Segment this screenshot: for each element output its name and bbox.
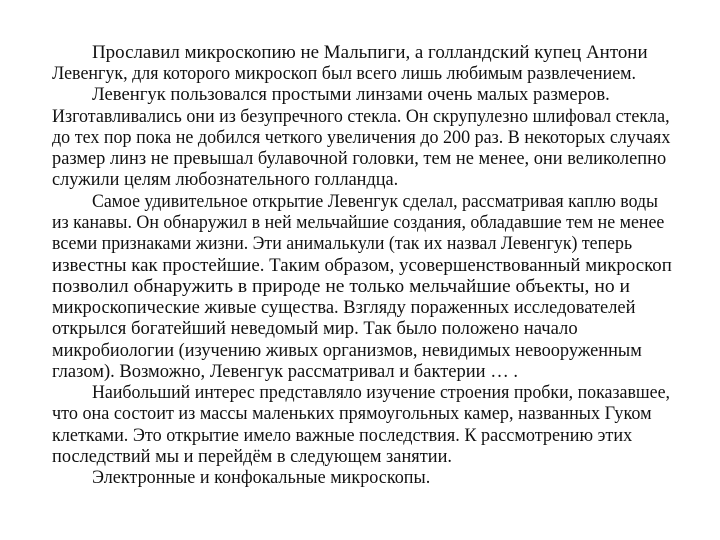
text-line-17: Наибольший интерес представляло изучение строения пробки, показавшее, (92, 382, 671, 403)
text-line-21: Электронные и конфокальные микроскопы. (92, 467, 431, 488)
text-line-3: Левенгук пользовался простыми линзами очень малых размеров. (92, 84, 610, 105)
text-line-10: всеми признаками жизни. Эти анималькули (так их назвал Левенгук) теперь (52, 233, 633, 254)
text-line-4: Изготавливались они из безупречного стекла. Он скрупулезно шлифовал стекла, (52, 106, 670, 127)
text-line-19: клетками. Это открытие имело важные последствия. К рассмотрению этих (52, 425, 633, 446)
text-line-12: позволил обнаружить в природе не только мельчайшие объекты, но и (52, 276, 630, 297)
text-line-14: открылся богатейший неведомый мир. Так было положено начало (52, 318, 578, 339)
text-line-6: размер линз не превышал булавочной головки, тем не менее, они великолепно (52, 148, 667, 169)
text-line-7: служили целям любознательного голландца. (52, 169, 399, 190)
text-line-13: микроскопические живые существа. Взгляду пораженных исследователей (52, 297, 636, 318)
text-line-11: известны как простейшие. Таким образом, усовершенствованный микроскоп (52, 255, 672, 276)
text-line-20: последствий мы и перейдём в следующем занятии. (52, 446, 452, 467)
text-line-5: до тех пор пока не добился четкого увеличения до 200 раз. В некоторых случаях (52, 127, 671, 148)
text-line-15: микробиологии (изучению живых организмов, невидимых невооруженным (52, 340, 642, 361)
text-line-16: глазом). Возможно, Левенгук рассматривал и бактерии … . (52, 361, 519, 382)
text-line-8: Самое удивительное открытие Левенгук сделал, рассматривая каплю воды (92, 191, 658, 212)
text-line-18: что она состоит из массы маленьких прямоугольных камер, названных Гуком (52, 403, 652, 424)
text-line-9: из канавы. Он обнаружил в ней мельчайшие создания, обладавшие тем не менее (52, 212, 665, 233)
text-line-2: Левенгук, для которого микроскоп был всего лишь любимым развлечением. (52, 63, 637, 84)
text-line-1: Прославил микроскопию не Мальпиги, а голландский купец Антони (92, 42, 648, 63)
